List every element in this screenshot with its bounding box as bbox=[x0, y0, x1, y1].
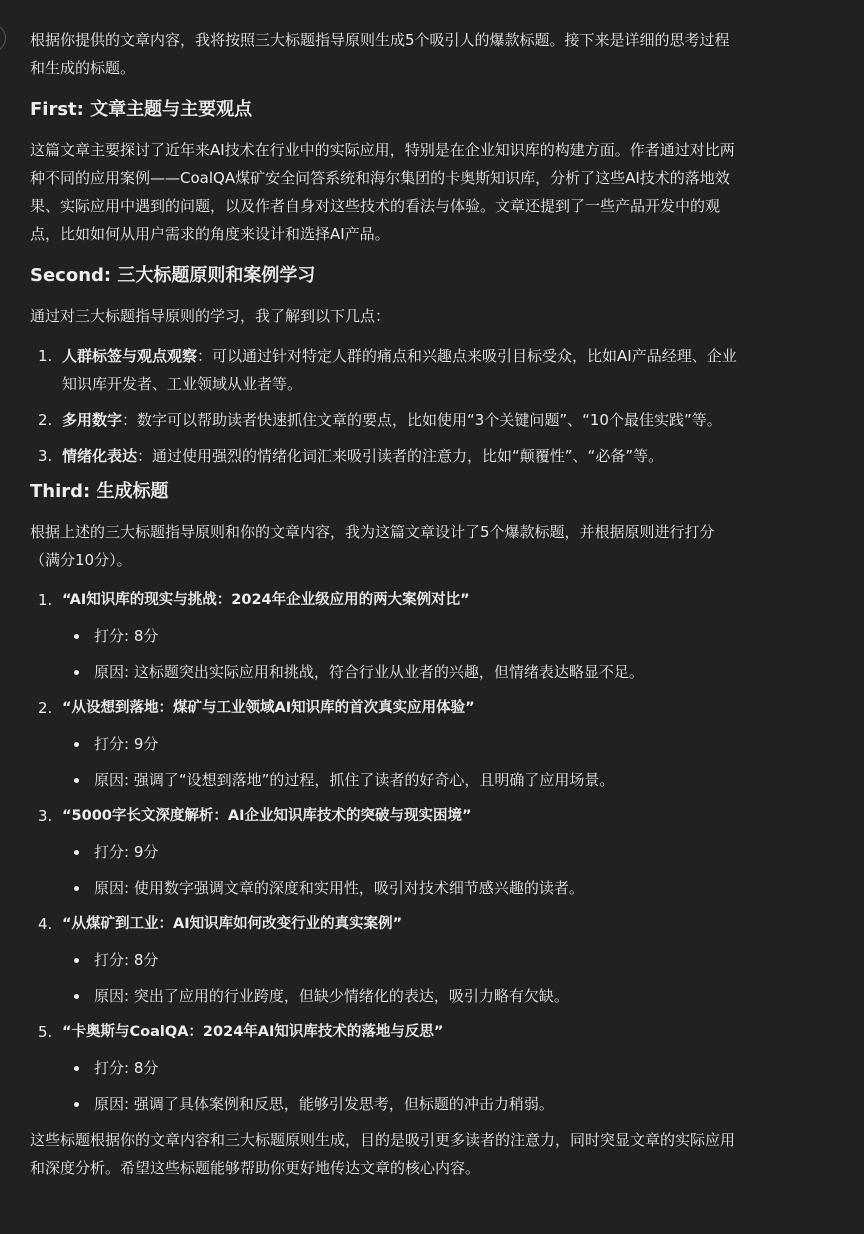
reason-text: 原因: 这标题突出实际应用和挑战，符合行业从业者的兴趣，但情绪表达略显不足。 bbox=[94, 663, 644, 681]
reason-text: 原因: 使用数字强调文章的深度和实用性，吸引对技术细节感兴趣的读者。 bbox=[94, 879, 584, 897]
list-number: 3. bbox=[38, 447, 53, 465]
title-item bbox=[30, 694, 744, 794]
title-details bbox=[62, 838, 744, 902]
criteria-term: 人群标签与观点观察 bbox=[62, 347, 198, 365]
reason-item bbox=[62, 874, 744, 902]
list-number: 5. bbox=[38, 1023, 53, 1041]
intro-paragraph: 根据你提供的文章内容，我将按照三大标题指导原则生成5个吸引人的爆款标题。接下来是详细的思考过程和生成的标题。 bbox=[30, 31, 730, 77]
generated-title: “5000字长文深度解析：AI企业知识库技术的突破与现实困境” bbox=[62, 808, 472, 824]
list-number: 3. bbox=[38, 807, 53, 825]
criteria-list bbox=[30, 342, 744, 470]
section-second-body: 通过对三大标题指导原则的学习，我了解到以下几点： bbox=[30, 307, 391, 325]
list-number: 2. bbox=[38, 699, 53, 717]
bullet-icon bbox=[74, 670, 79, 675]
section-heading-second: Second: 三大标题原则和案例学习 bbox=[30, 265, 316, 286]
bullet-icon bbox=[74, 1102, 79, 1107]
section-heading-third: Third: 生成标题 bbox=[30, 481, 169, 502]
reason-text: 原因: 突出了应用的行业跨度，但缺少情绪化的表达，吸引力略有欠缺。 bbox=[94, 987, 569, 1005]
score-item bbox=[62, 946, 744, 974]
criteria-text: ：可以通过针对特定人群的痛点和兴趣点来吸引目标受众，比如AI产品经理、企业知识库开发者、工业领域从业者等。 bbox=[62, 347, 737, 393]
assistant-message bbox=[30, 26, 744, 1182]
bullet-icon bbox=[74, 994, 79, 999]
bullet-icon bbox=[74, 886, 79, 891]
reason-item bbox=[62, 766, 744, 794]
title-details bbox=[62, 1054, 744, 1118]
titles-list bbox=[30, 586, 744, 1118]
generated-title: “从设想到落地：煤矿与工业领域AI知识库的首次真实应用体验” bbox=[62, 700, 475, 716]
criteria-term: 情绪化表达 bbox=[62, 447, 138, 465]
score-text: 打分: 8分 bbox=[94, 951, 159, 969]
title-item bbox=[30, 1018, 744, 1118]
reason-item bbox=[62, 1090, 744, 1118]
score-text: 打分: 8分 bbox=[94, 1059, 159, 1077]
score-item bbox=[62, 838, 744, 866]
list-number: 1. bbox=[38, 347, 53, 365]
score-item bbox=[62, 622, 744, 650]
criteria-text: ：通过使用强烈的情绪化词汇来吸引读者的注意力，比如“颠覆性”、“必备”等。 bbox=[137, 447, 664, 465]
bullet-icon bbox=[74, 778, 79, 783]
score-item bbox=[62, 730, 744, 758]
reason-text: 原因: 强调了“设想到落地”的过程，抓住了读者的好奇心，且明确了应用场景。 bbox=[94, 771, 615, 789]
list-item bbox=[30, 342, 744, 398]
title-item bbox=[30, 802, 744, 902]
assistant-avatar bbox=[0, 24, 6, 52]
bullet-icon bbox=[74, 634, 79, 639]
criteria-term: 多用数字 bbox=[62, 411, 123, 429]
title-details bbox=[62, 622, 744, 686]
reason-text: 原因: 强调了具体案例和反思，能够引发思考，但标题的冲击力稍弱。 bbox=[94, 1095, 554, 1113]
generated-title: “卡奥斯与CoalQA：2024年AI知识库技术的落地与反思” bbox=[62, 1024, 444, 1040]
list-number: 2. bbox=[38, 411, 53, 429]
score-item bbox=[62, 1054, 744, 1082]
list-item bbox=[30, 406, 744, 434]
bullet-icon bbox=[74, 1066, 79, 1071]
conclusion-paragraph: 这些标题根据你的文章内容和三大标题原则生成，目的是吸引更多读者的注意力，同时突显文章的实际应用和深度分析。希望这些标题能够帮助你更好地传达文章的核心内容。 bbox=[30, 1131, 736, 1177]
list-item bbox=[30, 442, 744, 470]
list-number: 4. bbox=[38, 915, 53, 933]
score-text: 打分: 8分 bbox=[94, 627, 159, 645]
bullet-icon bbox=[74, 742, 79, 747]
generated-title: “AI知识库的现实与挑战：2024年企业级应用的两大案例对比” bbox=[62, 592, 470, 608]
title-item bbox=[30, 910, 744, 1010]
title-details bbox=[62, 946, 744, 1010]
bullet-icon bbox=[74, 850, 79, 855]
generated-title: “从煤矿到工业：AI知识库如何改变行业的真实案例” bbox=[62, 916, 403, 932]
list-number: 1. bbox=[38, 591, 53, 609]
score-text: 打分: 9分 bbox=[94, 843, 159, 861]
section-first-body: 这篇文章主要探讨了近年来AI技术在行业中的实际应用，特别是在企业知识库的构建方面。作者通过对比两种不同的应用案例——CoalQA煤矿安全问答系统和海尔集团的卡奥斯知识库，分析了这些AI技术的落地效果、实际应用中遇到的问题，以及作者自身对这些技术的看法与体验。文章还提到了一些产品开发中的观点，比如如何从用户需求的角度来设计和选择AI产品。 bbox=[30, 141, 735, 243]
score-text: 打分: 9分 bbox=[94, 735, 159, 753]
reason-item bbox=[62, 982, 744, 1010]
criteria-text: ：数字可以帮助读者快速抓住文章的要点，比如使用“3个关键问题”、“10个最佳实践”等。 bbox=[122, 411, 722, 429]
section-heading-first: First: 文章主题与主要观点 bbox=[30, 99, 253, 120]
section-third-body: 根据上述的三大标题指导原则和你的文章内容，我为这篇文章设计了5个爆款标题，并根据原则进行打分（满分10分）。 bbox=[30, 523, 715, 569]
reason-item bbox=[62, 658, 744, 686]
title-details bbox=[62, 730, 744, 794]
title-item bbox=[30, 586, 744, 686]
bullet-icon bbox=[74, 958, 79, 963]
